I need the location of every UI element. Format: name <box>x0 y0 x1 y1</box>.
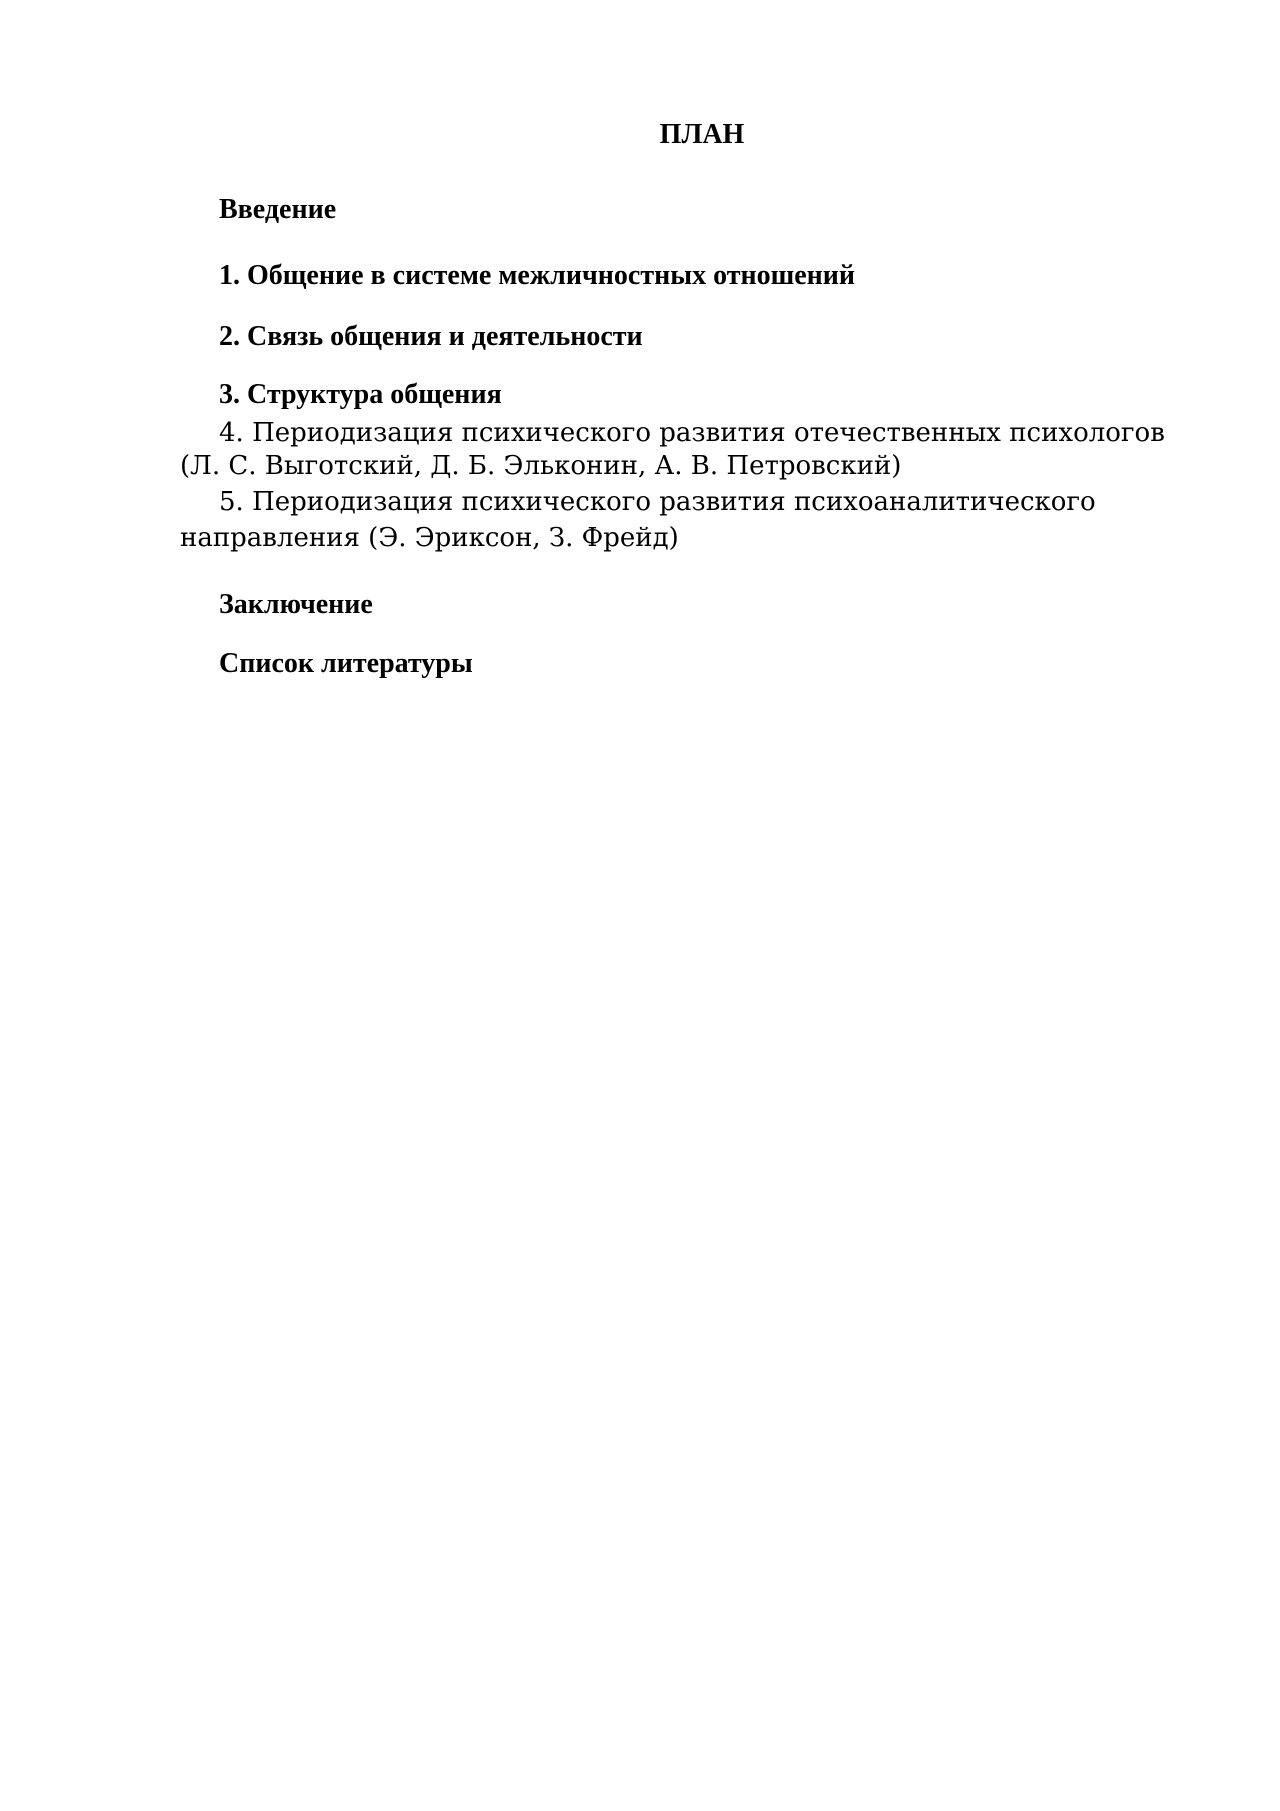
toc-introduction: Введение <box>219 194 337 225</box>
page-title: ПЛАН <box>659 119 745 150</box>
toc-item-2: 2. Связь общения и деятельности <box>219 321 643 352</box>
toc-item-5: 5. Периодизация психического развития психоаналитического направления (Э. Эриксон, З. Фрейд) <box>180 487 1096 553</box>
toc-item-4: 4. Периодизация психического развития отечественных психологов (Л. С. Выготский, Д. Б. Эльконин, А. В. Петровский) <box>180 418 1165 481</box>
toc-item-3: 3. Структура общения <box>219 379 502 410</box>
toc-conclusion: Заключение <box>219 589 373 620</box>
toc-references: Список литературы <box>219 648 473 679</box>
toc-item-1: 1. Общение в системе межличностных отношений <box>219 260 856 291</box>
